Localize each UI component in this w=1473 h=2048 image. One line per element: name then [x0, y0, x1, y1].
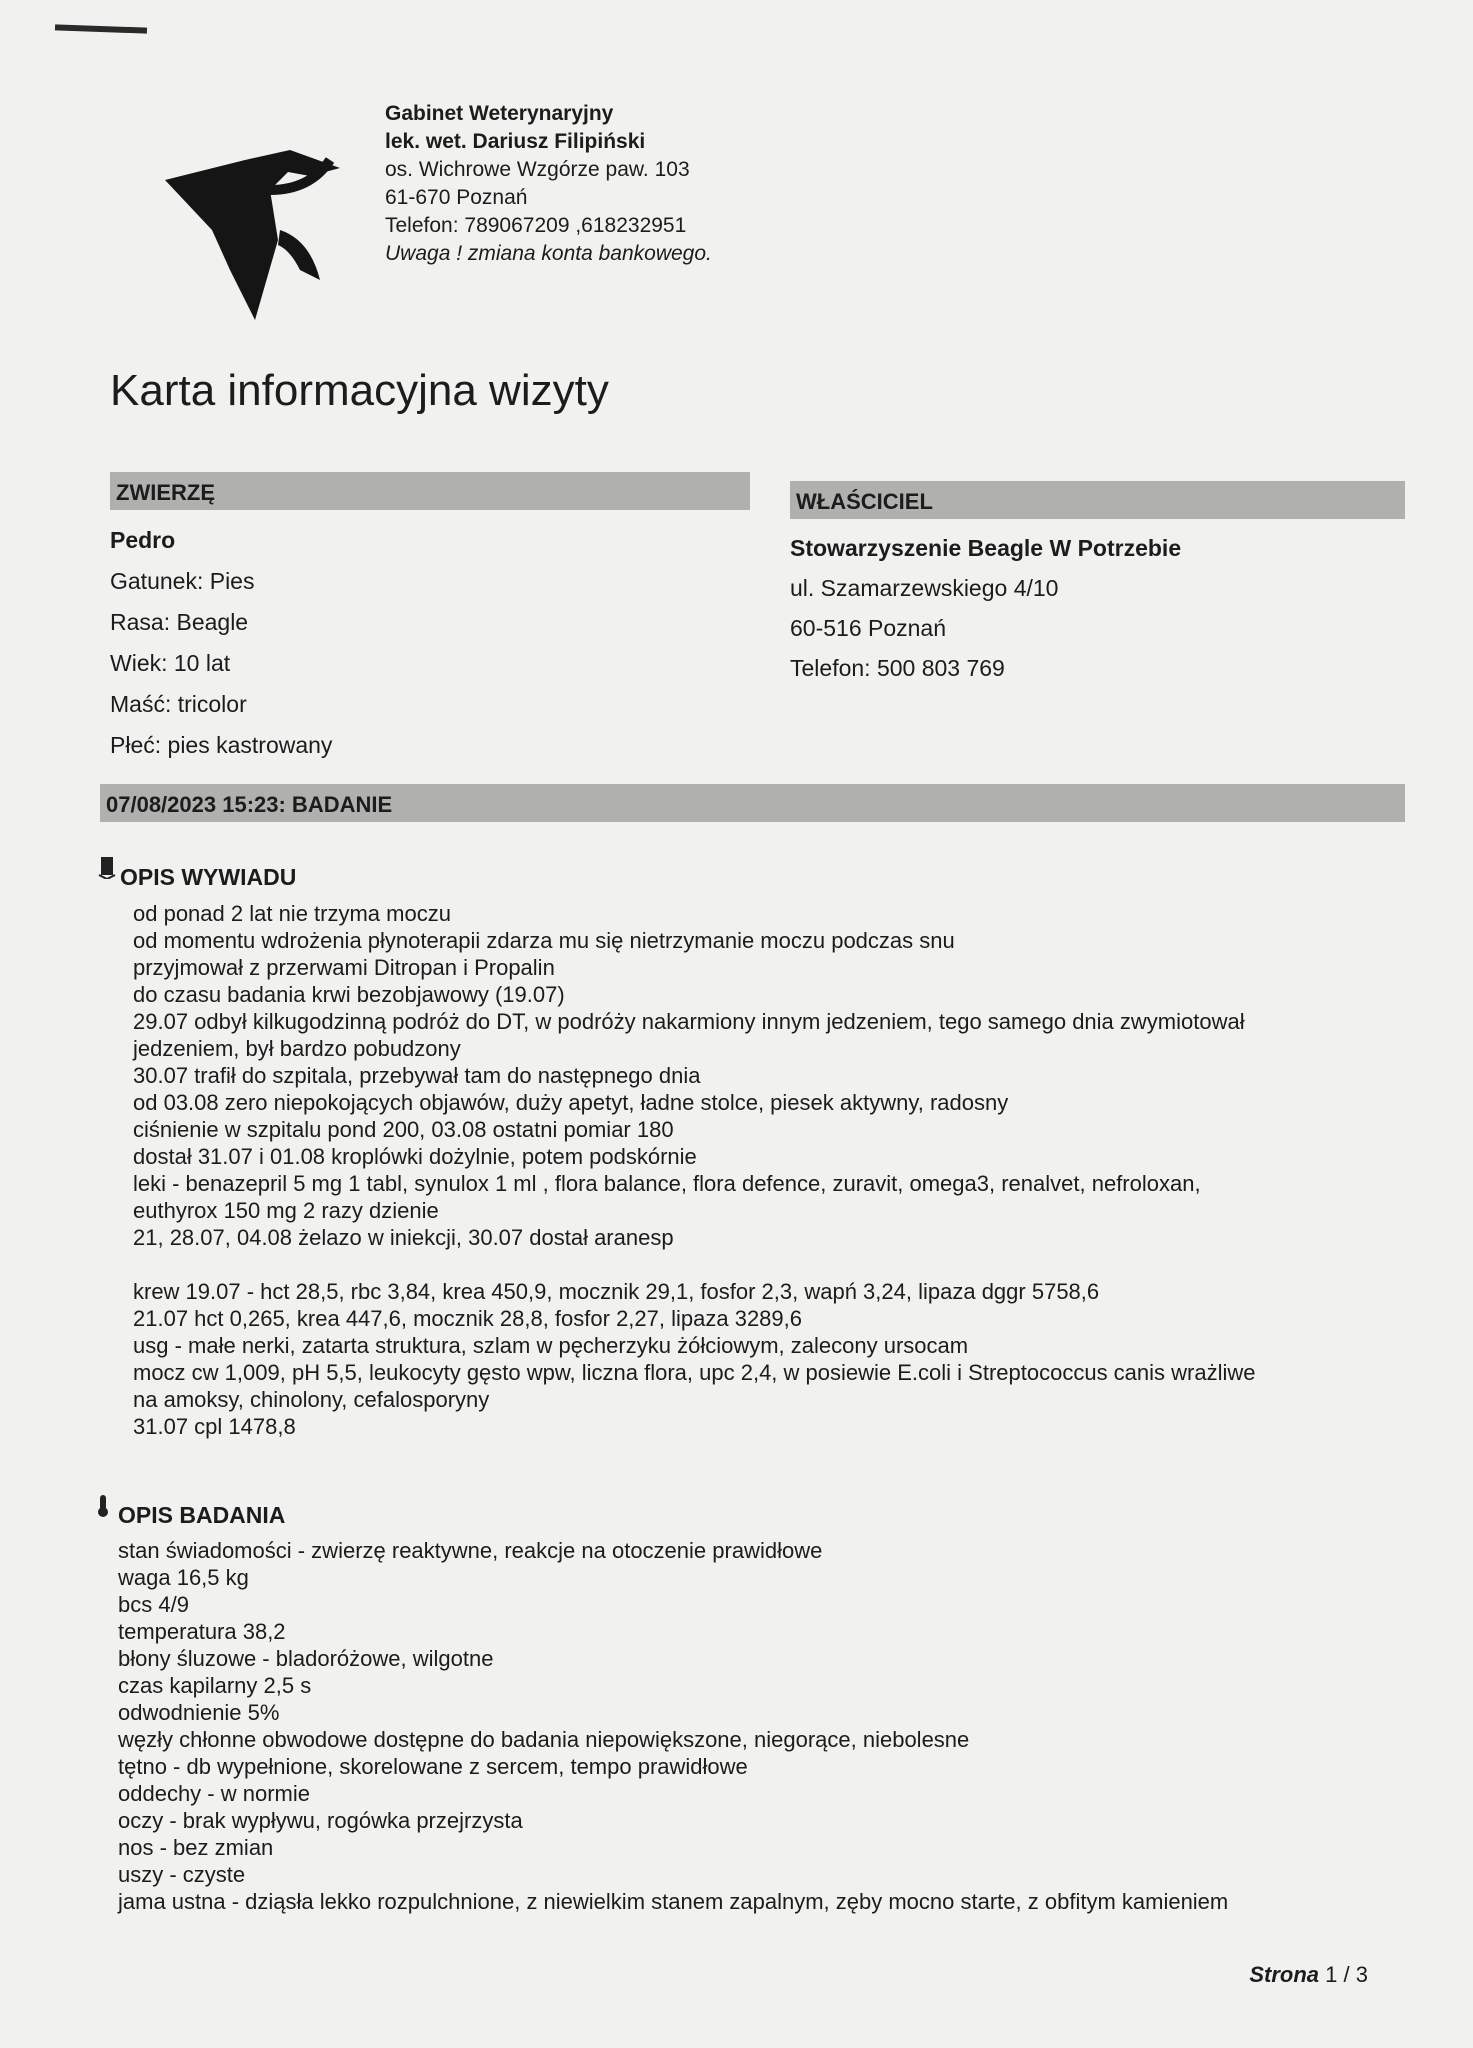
visit-header-bar [100, 784, 1405, 822]
animal-info [110, 520, 332, 766]
history-line: 31.07 cpl 1478,8 [133, 1414, 296, 1439]
owner-city: 60-516 Poznań [790, 615, 947, 641]
history-line: na amoksy, chinolony, cefalosporyny [133, 1387, 490, 1412]
page-title: Karta informacyjna wizyty [110, 366, 609, 415]
page-total: 3 [1355, 1962, 1368, 1987]
animal-header: ZWIERZĘ [116, 480, 215, 505]
owner-phone: Telefon: 500 803 769 [790, 655, 1005, 681]
owner-name: Stowarzyszenie Beagle W Potrzebie [790, 535, 1182, 561]
exam-line: temperatura 38,2 [118, 1619, 286, 1644]
history-line: leki - benazepril 5 mg 1 tabl, synulox 1 ml , flora balance, flora defence, zuravit, omega3, renalvet, nefroloxan, [133, 1171, 1201, 1196]
owner-header: WŁAŚCICIEL [796, 489, 933, 514]
animal-color: Maść: tricolor [110, 691, 247, 717]
history-line: od momentu wdrożenia płynoterapii zdarza mu się nietrzymanie moczu podczas snu [133, 928, 955, 953]
exam-line: oddechy - w normie [118, 1781, 310, 1806]
exam-line: stan świadomości - zwierzę reaktywne, reakcje na otoczenie prawidłowe [118, 1538, 823, 1563]
clinic-logo [160, 120, 390, 320]
exam-line: węzły chłonne obwodowe dostępne do badania niepowiększone, niegorące, niebolesne [118, 1727, 970, 1752]
clinic-phone: Telefon: 789067209 ,618232951 [385, 214, 687, 237]
exam-line: waga 16,5 kg [118, 1565, 249, 1590]
clinic-city: 61-670 Poznań [385, 186, 528, 209]
exam-line: błony śluzowe - bladoróżowe, wilgotne [118, 1646, 494, 1671]
history-line: od 03.08 zero niepokojących objawów, duży apetyt, ładne stolce, piesek aktywny, radosny [133, 1090, 1009, 1115]
history-line: od ponad 2 lat nie trzyma moczu [133, 901, 451, 926]
history-line: przyjmował z przerwami Ditropan i Propalin [133, 955, 555, 980]
history-line: do czasu badania krwi bezobjawowy (19.07) [133, 982, 565, 1007]
visit-header: 07/08/2023 15:23: BADANIE [106, 792, 393, 817]
exam-line: oczy - brak wypływu, rogówka przejrzysta [118, 1808, 523, 1833]
history-line: dostał 31.07 i 01.08 kroplówki dożylnie, potem podskórnie [133, 1144, 697, 1169]
history-line: krew 19.07 - hct 28,5, rbc 3,84, krea 450,9, mocznik 29,1, fosfor 2,3, wapń 3,24, lipaza dggr 5758,6 [133, 1279, 1100, 1304]
history-title: OPIS WYWIADU [120, 864, 297, 890]
animal-age: Wiek: 10 lat [110, 650, 231, 676]
clinic-doctor: lek. wet. Dariusz Filipiński [385, 130, 646, 153]
animal-breed: Rasa: Beagle [110, 609, 249, 635]
history-line: jedzeniem, był bardzo pobudzony [133, 1036, 461, 1061]
exam-line: nos - bez zmian [118, 1835, 274, 1860]
stray-mark [55, 24, 147, 33]
owner-street: ul. Szamarzewskiego 4/10 [790, 575, 1059, 601]
page-indicator [1249, 1962, 1368, 1988]
clinic-header [385, 100, 712, 268]
exam-line: jama ustna - dziąsła lekko rozpulchnione, z niewielkim stanem zapalnym, zęby mocno starte, z obfitym kamieniem [118, 1889, 1229, 1914]
animal-header-bar [110, 472, 750, 510]
exam-line: odwodnienie 5% [118, 1700, 280, 1725]
notepad-icon [98, 855, 116, 879]
history-line: usg - małe nerki, zatarta struktura, szlam w pęcherzyku żółciowym, zalecony ursocam [133, 1333, 969, 1358]
page-separator: / [1343, 1962, 1350, 1987]
history-line: 21, 28.07, 04.08 żelazo w iniekcji, 30.07 dostał aranesp [133, 1225, 674, 1250]
exam-line: uszy - czyste [118, 1862, 246, 1887]
history-line: 21.07 hct 0,265, krea 447,6, mocznik 28,8, fosfor 2,27, lipaza 3289,6 [133, 1306, 802, 1331]
clinic-notice: Uwaga ! zmiana konta bankowego. [385, 242, 712, 265]
history-line: 29.07 odbył kilkugodzinną podróż do DT, w podróży nakarmiony innym jedzeniem, tego samego dnia zwymiotował [133, 1009, 1245, 1034]
owner-info [790, 528, 1181, 688]
thermometer-icon [94, 1494, 112, 1518]
history-line: ciśnienie w szpitalu pond 200, 03.08 ostatni pomiar 180 [133, 1117, 674, 1142]
exam-text [118, 1537, 1228, 1915]
animal-sex: Płeć: pies kastrowany [110, 732, 333, 758]
history-line: mocz cw 1,009, pH 5,5, leukocyty gęsto wpw, liczna flora, upc 2,4, w posiewie E.coli i Streptococcus canis wrażliwe [133, 1360, 1256, 1385]
clinic-address: os. Wichrowe Wzgórze paw. 103 [385, 158, 690, 181]
exam-line: tętno - db wypełnione, skorelowane z sercem, tempo prawidłowe [118, 1754, 748, 1779]
page-label: Strona [1249, 1962, 1319, 1987]
owner-header-bar [790, 481, 1405, 519]
animal-species: Gatunek: Pies [110, 568, 255, 594]
clinic-name: Gabinet Weterynaryjny [385, 102, 614, 125]
history-line: euthyrox 150 mg 2 razy dzienie [133, 1198, 439, 1223]
animal-name: Pedro [110, 527, 176, 553]
history-line: 30.07 trafił do szpitala, przebywał tam do następnego dnia [133, 1063, 701, 1088]
exam-line: bcs 4/9 [118, 1592, 189, 1617]
exam-line: czas kapilarny 2,5 s [118, 1673, 312, 1698]
page-current: 1 [1325, 1962, 1338, 1987]
exam-title: OPIS BADANIA [118, 1502, 286, 1528]
history-text [133, 900, 1256, 1440]
